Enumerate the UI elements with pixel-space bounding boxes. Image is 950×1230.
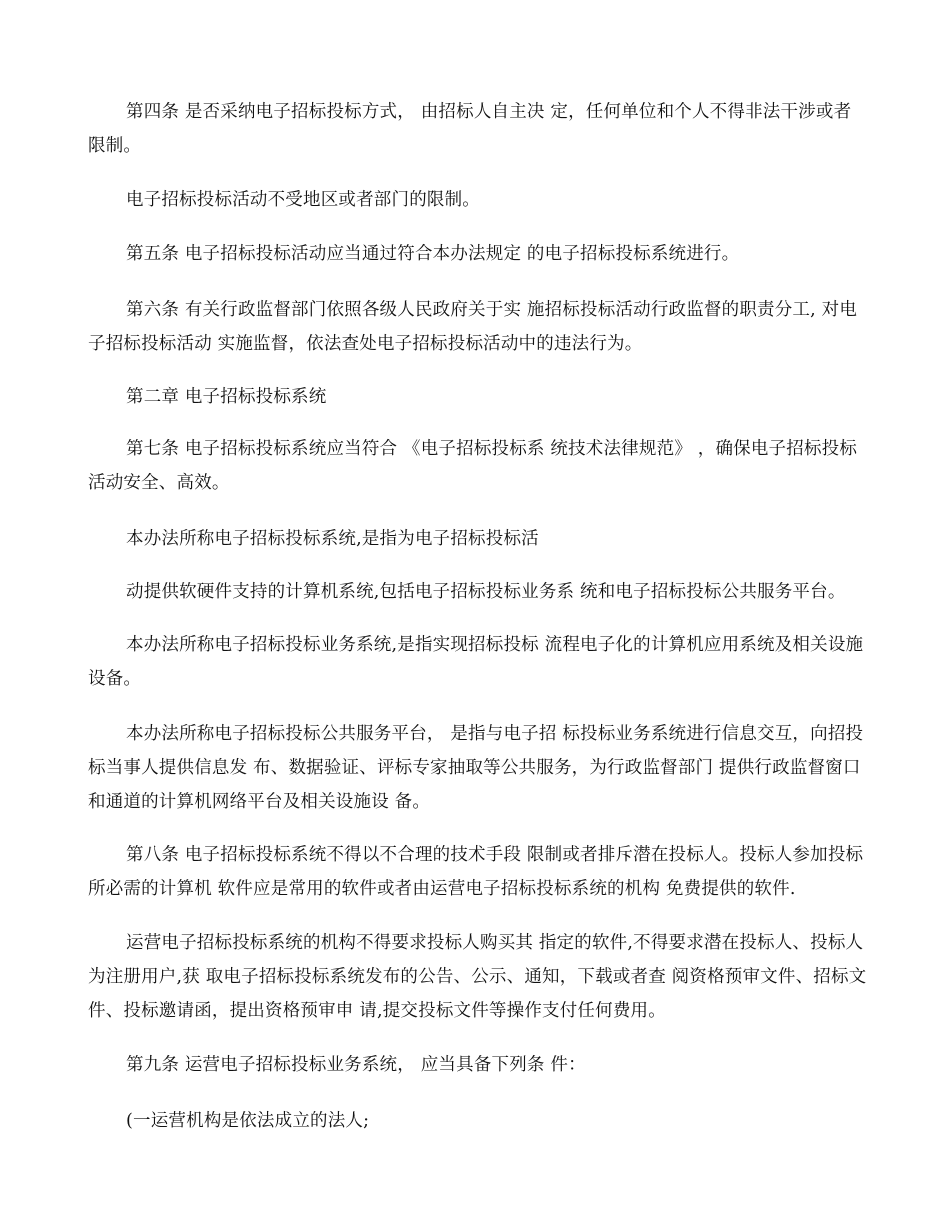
- paragraph-article-5: 第五条 电子招标投标活动应当通过符合本办法规定 的电子招标投标系统进行。: [126, 244, 740, 264]
- paragraph-system-definition-continued: 动提供软硬件支持的计算机系统,包括电子招标投标业务系 统和电子招标投标公共服务平台。: [126, 582, 846, 602]
- paragraph-article-9: 第九条 运营电子招标投标业务系统， 应当具备下列条 件：: [126, 1055, 586, 1075]
- paragraph-article-6: 第六条 有关行政监督部门依照各级人民政府关于实 施招标投标活动行政监督的职责分工, 对电子招标投标活动 实施监督，依法查处电子招标投标活动中的违法行为。: [88, 300, 858, 354]
- chapter-heading: 第二章 电子招标投标系统: [126, 387, 327, 407]
- paragraph-no-region-limit: 电子招标投标活动不受地区或者部门的限制。: [126, 190, 480, 210]
- paragraph-system-definition: 本办法所称电子招标投标系统,是指为电子招标投标活: [126, 529, 539, 549]
- paragraph-business-system-definition: 本办法所称电子招标投标业务系统,是指实现招标投标 流程电子化的计算机应用系统及相关设施设备。: [88, 635, 864, 689]
- paragraph-condition-1: (一运营机构是依法成立的法人;: [126, 1111, 370, 1131]
- paragraph-article-4: 第四条 是否采纳电子招标投标方式， 由招标人自主决 定，任何单位和个人不得非法干涉或者限制。: [88, 102, 852, 156]
- paragraph-article-7: 第七条 电子招标投标系统应当符合 《电子招标投标系 统技术法律规范》 ，确保电子招标投标活动安全、高效。: [88, 439, 858, 493]
- paragraph-no-fees: 运营电子招标投标系统的机构不得要求投标人购买其 指定的软件,不得要求潜在投标人、投标人为注册用户,获 取电子招标投标系统发布的公告、公示、通知，下载或者查 阅资格预审文件、招标文件、投标邀请函，提出资格预审申 请,提交投标文件等操作支付任何费用。: [88, 933, 867, 1021]
- paragraph-article-8: 第八条 电子招标投标系统不得以不合理的技术手段 限制或者排斥潜在投标人。投标人参加投标所必需的计算机 软件应是常用的软件或者由运营电子招标投标系统的机构 免费提供的软件.: [88, 845, 864, 899]
- paragraph-public-service-platform: 本办法所称电子招标投标公共服务平台， 是指与电子招 标投标业务系统进行信息交互，向招投标当事人提供信息发 布、数据验证、评标专家抽取等公共服务，为行政监督部门 提供行政监督窗口和通道的计算机网络平台及相关设施设 备。: [88, 724, 864, 812]
